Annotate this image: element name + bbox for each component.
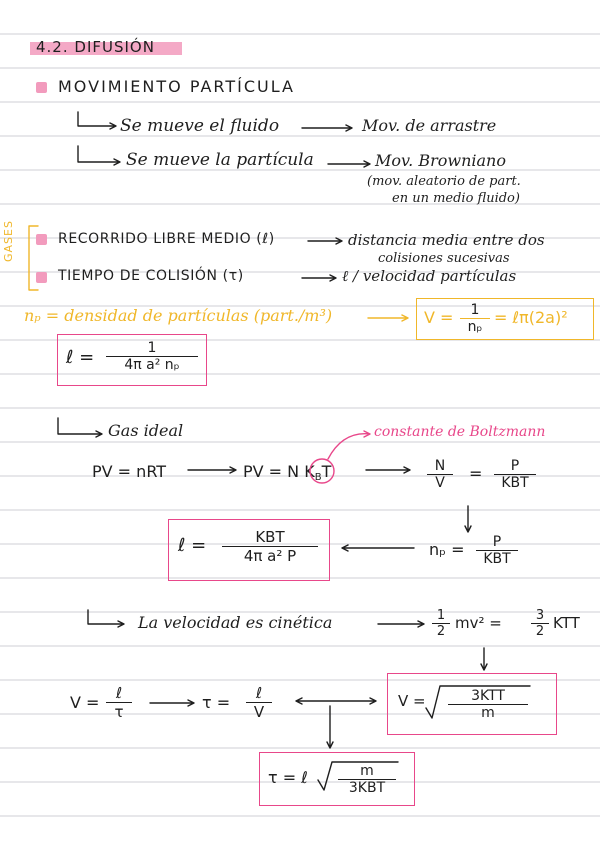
- n-over-v-den: V: [435, 475, 445, 491]
- arrow-down-3: [327, 706, 333, 748]
- l-formula-den: 4π a² nₚ: [124, 357, 180, 373]
- taubox-num: m: [338, 763, 396, 780]
- tau-def-lhs: τ =: [202, 693, 231, 712]
- l2-den: 4π a² P: [243, 547, 297, 565]
- l2-num: KBT: [222, 528, 318, 547]
- heading-movimiento: MOVIMIENTO PARTÍCULA: [58, 77, 295, 96]
- hook-arrow-1: [78, 112, 116, 129]
- tiempo-def: ℓ / velocidad partículas: [342, 267, 517, 285]
- kinetic-mid: mv² =: [455, 614, 502, 632]
- vbox-lhs: V =: [398, 692, 426, 710]
- l-formula-lhs: ℓ =: [66, 347, 95, 368]
- line2-left: Se mueve la partícula: [126, 150, 314, 170]
- vbox-num: 3KTT: [448, 688, 528, 705]
- line2-right: Mov. Browniano: [375, 151, 506, 170]
- pv-nrt: PV = nRT: [92, 462, 167, 481]
- arrow-6: [366, 467, 410, 473]
- taubox-den: 3KBT: [348, 780, 386, 796]
- l-formula-num: 1: [106, 340, 198, 357]
- p-over-kbt-num: P: [494, 458, 536, 475]
- gases-bracket: [29, 226, 38, 290]
- p-over-kbt-den: KBT: [501, 475, 529, 491]
- line1-left: Se mueve el fluido: [120, 116, 280, 136]
- v-def-num: ℓ: [106, 684, 132, 703]
- hook-arrow-vel: [88, 610, 124, 627]
- arrow-down-2: [481, 648, 487, 670]
- half-den: 2: [436, 624, 446, 639]
- pv-nkbt-t: T: [321, 462, 332, 481]
- v-formula-num: 1: [460, 302, 490, 319]
- l2-lhs: ℓ =: [178, 535, 207, 556]
- v-formula-den: nₚ: [467, 319, 483, 335]
- taubox-lhs: τ = ℓ: [268, 768, 308, 787]
- arrow-4: [302, 275, 336, 281]
- sqrt-tau: [318, 762, 398, 790]
- pv-nkbt-sub: B: [314, 472, 322, 483]
- boltzmann-note: constante de Boltzmann: [374, 424, 546, 440]
- arrow-orange: [368, 315, 408, 321]
- velocidad-label: La velocidad es cinética: [138, 613, 333, 632]
- n-over-v-num: N: [427, 458, 453, 475]
- gas-ideal-label: Gas ideal: [108, 421, 184, 440]
- threehalf-num: 3: [531, 608, 549, 624]
- section-title: 4.2. DIFUSIÓN: [36, 38, 155, 56]
- np-lhs: nₚ =: [429, 540, 465, 559]
- v-def-den: τ: [114, 703, 124, 721]
- arrow-3: [308, 238, 342, 244]
- tau-def-num: ℓ: [246, 684, 272, 703]
- v-formula-lhs: V =: [424, 308, 454, 327]
- threehalf-den: 2: [535, 624, 545, 639]
- arrow-5: [188, 467, 236, 473]
- recorrido-def-1: distancia media entre dos: [348, 231, 545, 249]
- note-line1: (mov. aleatorio de part.: [367, 174, 521, 189]
- arrow-7: [378, 621, 424, 627]
- recorrido-label: RECORRIDO LIBRE MEDIO (ℓ): [58, 231, 275, 247]
- half-num: 1: [432, 608, 450, 624]
- gases-side-label: GASES: [2, 220, 15, 262]
- kinetic-end: KTT: [553, 614, 580, 632]
- np-definition: nₚ = densidad de partículas (part./m³): [24, 306, 333, 325]
- vbox-den: m: [481, 705, 495, 721]
- tau-def-den: V: [253, 703, 265, 721]
- note-line2: en un medio fluido): [392, 191, 520, 206]
- double-arrow: [296, 698, 376, 704]
- arrow-8: [150, 700, 194, 706]
- line1-right: Mov. de arrastre: [362, 116, 497, 135]
- equals-sign: =: [469, 464, 483, 483]
- arrow-2: [328, 161, 370, 167]
- sqrt-v: [426, 686, 530, 718]
- pv-nkbt-main: PV = N K: [243, 462, 315, 481]
- tiempo-label: TIEMPO DE COLISIÓN (τ): [58, 268, 244, 284]
- v-def-lhs: V =: [70, 693, 100, 712]
- arrow-left-1: [342, 545, 414, 551]
- v-formula-rhs: = ℓπ(2a)²: [494, 308, 568, 327]
- boltz-arrow: [328, 431, 370, 459]
- hook-arrow-gas: [58, 418, 102, 437]
- kb-circle: [310, 459, 334, 483]
- np-num: P: [476, 534, 518, 551]
- np-den: KBT: [483, 551, 511, 567]
- hook-arrow-2: [78, 146, 120, 165]
- recorrido-def-2: colisiones sucesivas: [378, 251, 510, 266]
- arrow-down-1: [465, 506, 471, 532]
- arrow-1: [302, 125, 352, 131]
